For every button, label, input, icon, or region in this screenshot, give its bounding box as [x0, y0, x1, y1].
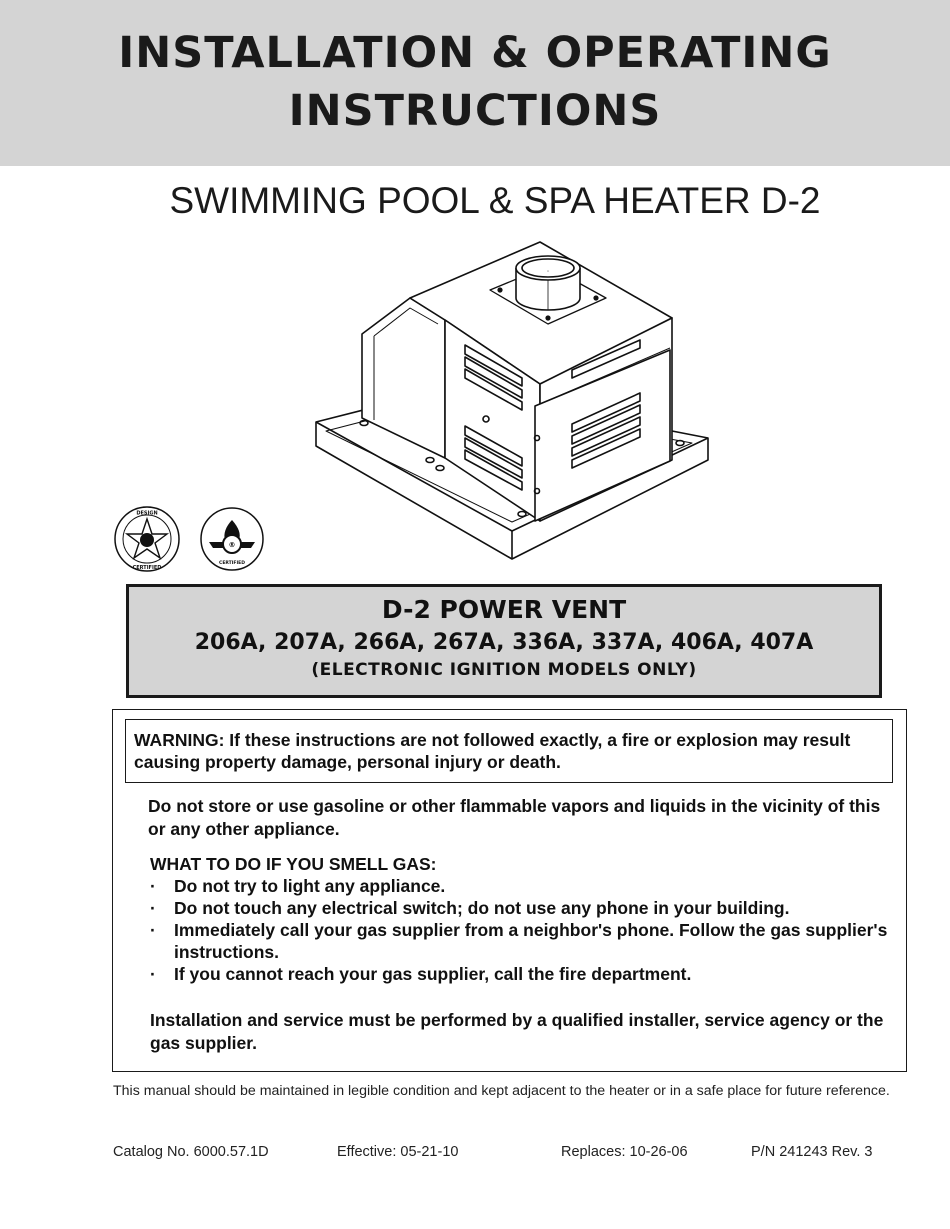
- seal-top-text: DESIGN: [136, 510, 158, 517]
- svg-text:®: ®: [228, 541, 236, 549]
- title-banner: [0, 0, 950, 166]
- smell-gas-section: [150, 853, 890, 985]
- list-item: · Do not try to light any appliance.: [150, 876, 446, 896]
- warning-box: [125, 719, 893, 783]
- warning-body: If these instructions are not followed exactly, a fire or explosion may result causing property damage, personal injury or death.: [134, 730, 851, 772]
- title-line-1: INSTALLATION & OPERATING: [118, 28, 832, 78]
- effective-date: Effective: 05-21-10: [337, 1144, 459, 1160]
- smell-gas-heading: WHAT TO DO IF YOU SMELL GAS:: [150, 854, 437, 874]
- warning-label: WARNING:: [134, 730, 225, 750]
- bullet-icon: ·: [150, 920, 156, 940]
- model-note: (ELECTRONIC IGNITION MODELS ONLY): [311, 660, 697, 680]
- flammable-vapors-notice: Do not store or use gasoline or other flammable vapors and liquids in the vicinity of this or any other appliance.: [148, 796, 881, 839]
- qualified-installer-notice: Installation and service must be performed by a qualified installer, service agency or the gas supplier.: [150, 1010, 884, 1053]
- model-box: [126, 584, 882, 698]
- csa-certified-seal-icon: [199, 506, 265, 572]
- catalog-number: Catalog No. 6000.57.1D: [113, 1144, 269, 1160]
- bullet-icon: ·: [150, 898, 156, 918]
- document-title: [0, 24, 950, 140]
- heater-illustration: [300, 238, 720, 568]
- seal-bottom-text: CERTIFIED: [219, 561, 245, 566]
- list-item: · Immediately call your gas supplier from a neighbor's phone. Follow the gas supplier's instructions.: [150, 920, 888, 962]
- replaces-date: Replaces: 10-26-06: [561, 1144, 688, 1160]
- part-number: P/N 241243 Rev. 3: [751, 1144, 873, 1160]
- title-line-2: INSTRUCTIONS: [288, 86, 662, 136]
- maintenance-note: This manual should be maintained in legible condition and kept adjacent to the heater or in a safe place for future reference.: [113, 1083, 890, 1099]
- product-subtitle: SWIMMING POOL & SPA HEATER D-2: [169, 180, 821, 221]
- model-numbers: 206A, 207A, 266A, 267A, 336A, 337A, 406A, 407A: [194, 630, 814, 655]
- seal-bottom-text: CERTIFIED: [132, 565, 162, 571]
- warning-text: [134, 729, 890, 773]
- list-item: · If you cannot reach your gas supplier, call the fire department.: [150, 964, 692, 984]
- bullet-icon: ·: [150, 876, 156, 896]
- list-item: · Do not touch any electrical switch; do not use any phone in your building.: [150, 898, 790, 918]
- smell-gas-list: [150, 875, 890, 985]
- model-box-title: D-2 POWER VENT: [381, 595, 627, 624]
- bullet-icon: ·: [150, 964, 156, 984]
- design-certified-seal-icon: [113, 505, 181, 573]
